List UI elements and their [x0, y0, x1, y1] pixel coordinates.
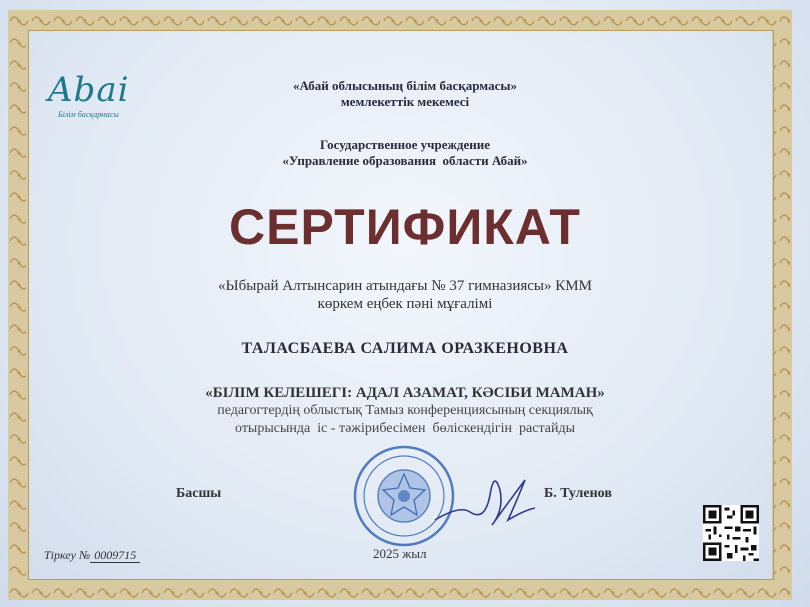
recipient-name: ТАЛАСБАЕВА САЛИМА ОРАЗКЕНОВНА [241, 340, 569, 357]
conference-title: «БІЛІМ КЕЛЕШЕГІ: АДАЛ АЗАМАТ, КӘСІБИ МАМАН» [205, 385, 605, 401]
logo-wordmark: Abai [48, 70, 130, 110]
logo-subtitle: Білім басқармасы [58, 110, 119, 119]
certificate-title: СЕРТИФИКАТ [229, 199, 581, 255]
school-name: «Ыбырай Алтынсарин атындағы № 37 гимназиясы» КММ [218, 278, 592, 294]
organization-kz [0, 78, 810, 110]
school-info [0, 277, 810, 313]
organization-ru [0, 137, 810, 169]
conference-line-2: отырысында іс - тәжірибесімен бөліскендігін растайды [235, 421, 575, 436]
head-name: Б. Туленов [544, 486, 612, 501]
signature-icon [430, 450, 540, 540]
registration-number [44, 548, 140, 563]
conference-info [0, 384, 810, 438]
conference-line-1: педагогтердің облыстық Тамыз конференциясының секциялық [217, 403, 593, 418]
org-ru-line-1: Государственное учреждение [319, 137, 490, 152]
registration-value: 0009715 [90, 548, 140, 563]
teacher-position: көркем еңбек пәні мұғалімі [317, 296, 493, 312]
org-kz-line-1: «Абай облысының білім басқармасы» [293, 78, 517, 93]
registration-label: Тіркеу № [44, 548, 91, 562]
issue-year: 2025 жыл [373, 546, 427, 561]
head-label: Басшы [176, 486, 222, 501]
org-ru-line-2: «Управление образования области Абай» [282, 153, 528, 168]
qr-code-icon[interactable] [703, 505, 759, 561]
org-kz-line-2: мемлекеттік мекемесі [340, 94, 470, 109]
